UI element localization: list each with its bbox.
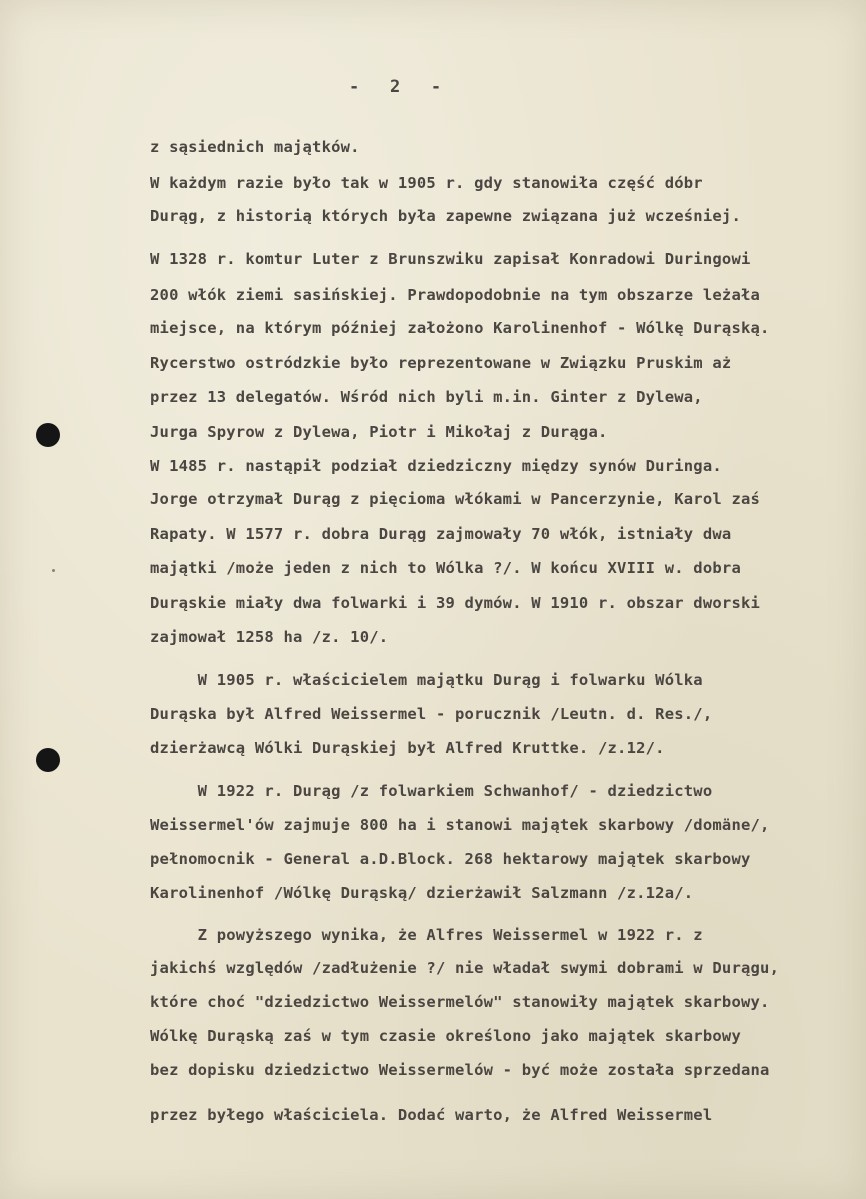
text-line: Durąska był Alfred Weissermel - porucznik /Leutn. d. Res./, bbox=[150, 705, 713, 723]
text-line: W 1485 r. nastąpił podział dziedziczny między synów Duringa. bbox=[150, 457, 722, 475]
text-line: pełnomocnik - General a.D.Block. 268 hektarowy majątek skarbowy bbox=[150, 850, 751, 868]
text-line: przez 13 delegatów. Wśród nich byli m.in. Ginter z Dylewa, bbox=[150, 388, 703, 406]
text-line: Jurga Spyrow z Dylewa, Piotr i Mikołaj z Durąga. bbox=[150, 423, 608, 441]
text-line: jakichś względów /zadłużenie ?/ nie władał swymi dobrami w Durągu, bbox=[150, 959, 780, 977]
text-line: z sąsiednich majątków. bbox=[150, 138, 360, 156]
text-line: Z powyższego wynika, że Alfres Weissermel w 1922 r. z bbox=[150, 926, 703, 944]
text-line: przez byłego właściciela. Dodać warto, że Alfred Weissermel bbox=[150, 1106, 713, 1124]
text-line: Wólkę Durąską zaś w tym czasie określono jako majątek skarbowy bbox=[150, 1027, 741, 1045]
text-line: Rapaty. W 1577 r. dobra Durąg zajmowały 70 włók, istniały dwa bbox=[150, 525, 732, 543]
text-line: dzierżawcą Wólki Durąskiej był Alfred Kruttke. /z.12/. bbox=[150, 739, 665, 757]
text-line: Durąskie miały dwa folwarki i 39 dymów. W 1910 r. obszar dworski bbox=[150, 594, 761, 612]
text-line: W 1328 r. komtur Luter z Brunszwiku zapisał Konradowi Duringowi bbox=[150, 250, 751, 268]
text-line: Jorge otrzymał Durąg z pięcioma włókami w Pancerzynie, Karol zaś bbox=[150, 490, 761, 508]
text-line: które choć "dziedzictwo Weissermelów" stanowiły majątek skarbowy. bbox=[150, 993, 770, 1011]
page-number: - 2 - bbox=[349, 77, 442, 97]
punch-hole-upper bbox=[36, 423, 60, 447]
text-line: W 1905 r. właścicielem majątku Durąg i folwarku Wólka bbox=[150, 671, 703, 689]
text-line: Rycerstwo ostródzkie było reprezentowane w Związku Pruskim aż bbox=[150, 354, 732, 372]
text-line: Karolinenhof /Wólkę Durąską/ dzierżawił Salzmann /z.12a/. bbox=[150, 884, 694, 902]
text-line: W każdym razie było tak w 1905 r. gdy stanowiła część dóbr bbox=[150, 174, 703, 192]
text-line: 200 włók ziemi sasińskiej. Prawdopodobnie na tym obszarze leżała bbox=[150, 286, 761, 304]
text-line: Weissermel'ów zajmuje 800 ha i stanowi majątek skarbowy /domäne/, bbox=[150, 816, 770, 834]
text-line: miejsce, na którym później założono Karolinenhof - Wólkę Durąską. bbox=[150, 319, 770, 337]
text-line: majątki /może jeden z nich to Wólka ?/. W końcu XVIII w. dobra bbox=[150, 559, 741, 577]
text-line: W 1922 r. Durąg /z folwarkiem Schwanhof/ - dziedzictwo bbox=[150, 782, 713, 800]
paper-speck bbox=[52, 569, 55, 572]
text-line: Durąg, z historią których była zapewne związana już wcześniej. bbox=[150, 207, 741, 225]
punch-hole-lower bbox=[36, 748, 60, 772]
text-line: zajmował 1258 ha /z. 10/. bbox=[150, 628, 389, 646]
text-line: bez dopisku dziedzictwo Weissermelów - być może została sprzedana bbox=[150, 1061, 770, 1079]
